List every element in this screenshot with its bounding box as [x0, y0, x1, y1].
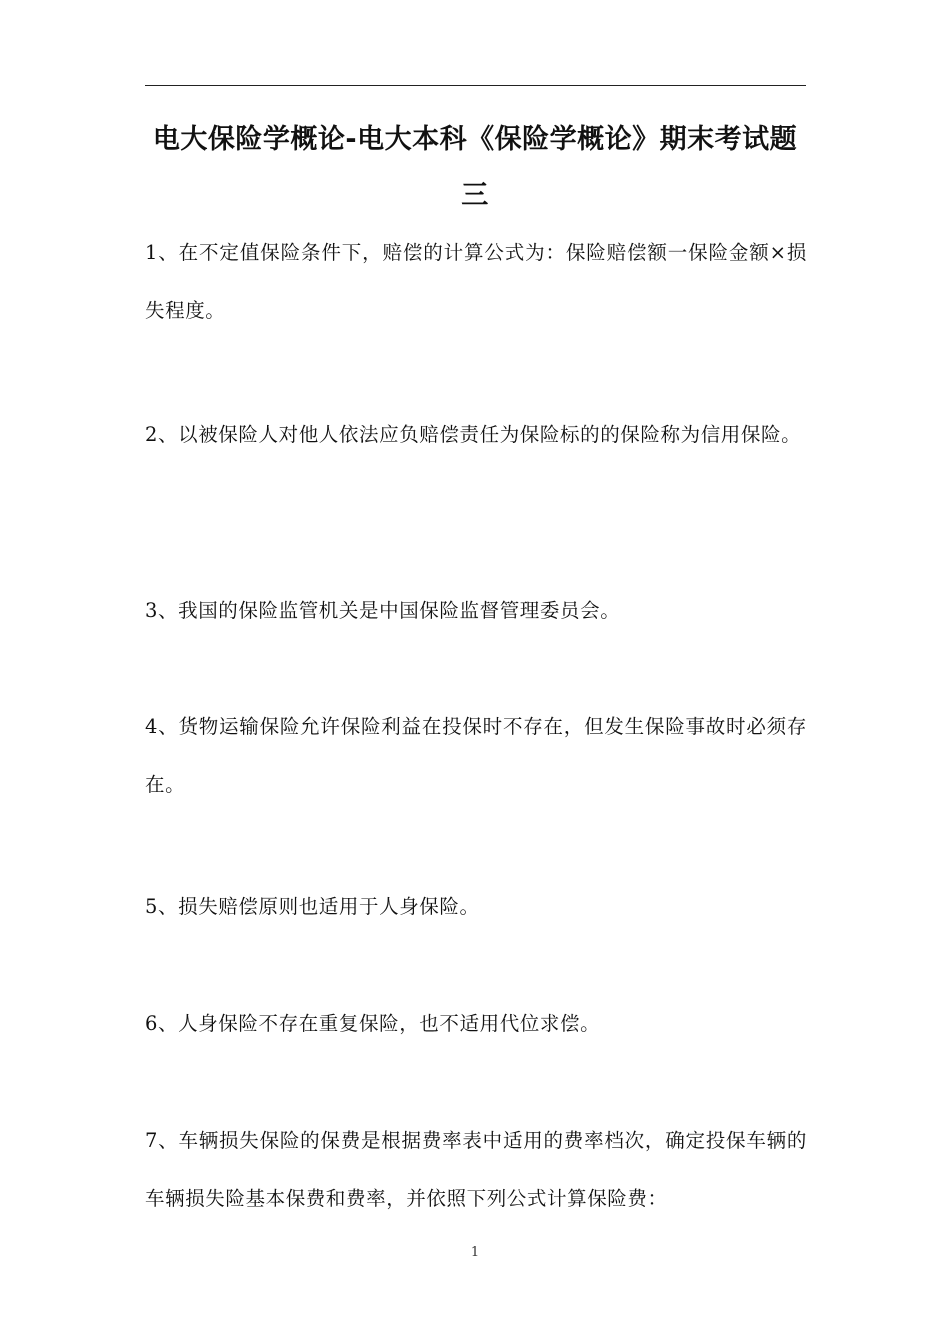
question-item-6: 6、人身保险不存在重复保险，也不适用代位求偿。 [145, 1012, 601, 1035]
question-item-7: 7、车辆损失保险的保费是根据费率表中适用的费率档次，确定投保车辆的车辆损失险基本保费和费率，并依照下列公式计算保险费： [145, 1129, 807, 1210]
question-item-1: 1、在不定值保险条件下，赔偿的计算公式为：保险赔偿额一保险金额×损失程度。 [145, 241, 807, 322]
page-number: 1 [470, 1245, 480, 1260]
question-item-5: 5、损失赔偿原则也适用于人身保险。 [145, 895, 480, 918]
question-item-3: 3、我国的保险监管机关是中国保险监督管理委员会。 [145, 599, 621, 622]
question-item-4: 4、货物运输保险允许保险利益在投保时不存在，但发生保险事故时必须存在。 [145, 715, 807, 796]
header-rule [145, 85, 806, 86]
document-title: 电大保险学概论-电大本科《保险学概论》期末考试题三 [152, 124, 798, 211]
question-item-2: 2、以被保险人对他人依法应负赔偿责任为保险标的的保险称为信用保险。 [145, 423, 802, 446]
